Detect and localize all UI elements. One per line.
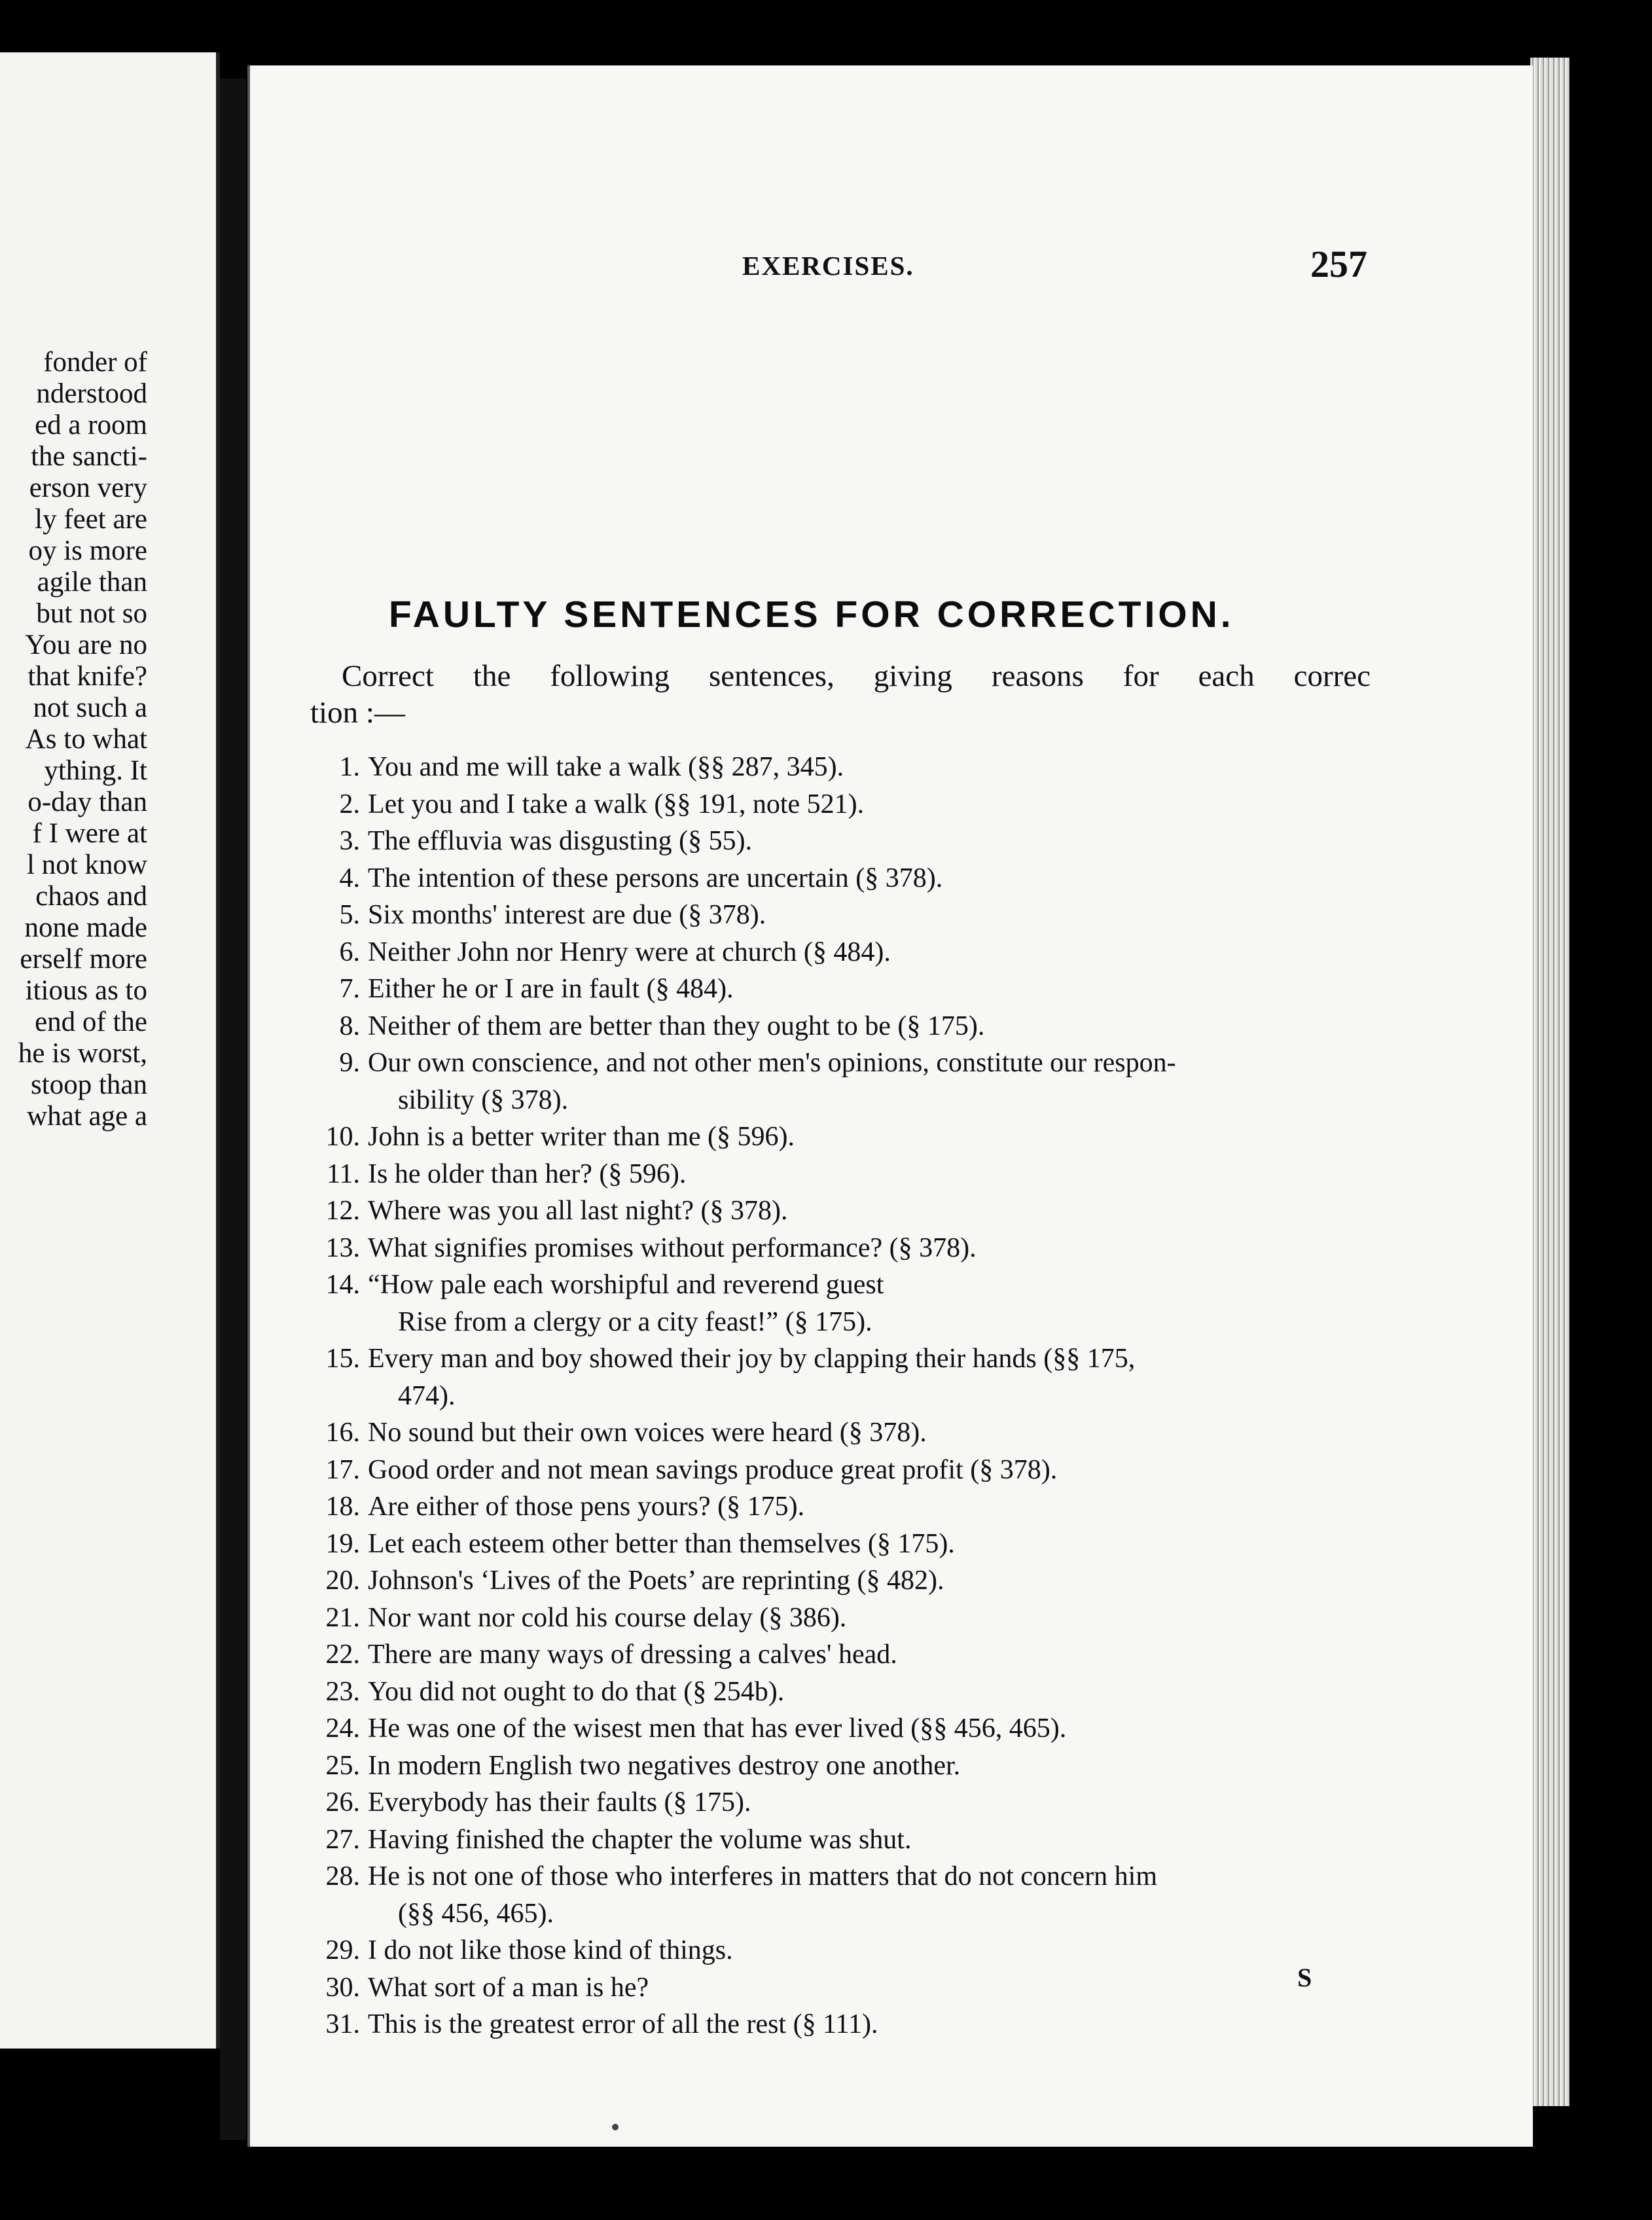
exercise-continuation: Rise from a clergy or a city feast!” (§ 175). [398,1306,872,1337]
exercise-number: 30 . [310,1969,360,2007]
exercise-item [310,1674,1397,1711]
exercise-text: Let you and I take a walk (§§ 191, note 521). [368,789,865,819]
exercise-number: 10 . [310,1119,360,1156]
exercise-number: 28 . [310,1858,360,1895]
exercise-text: There are many ways of dressing a calves' head. [368,1639,897,1670]
intro-paragraph [310,658,1371,731]
exercise-number: 15 . [310,1340,360,1378]
exercise-number: 13 . [310,1230,360,1267]
exercise-number: 21 . [310,1600,360,1637]
left-page-line: oy is more [28,535,147,566]
left-page-line: fonder of [43,347,147,378]
left-page-line: he is worst, [18,1038,147,1069]
header-title: EXERCISES. [742,251,914,281]
exercise-text: He was one of the wisest men that has ever lived (§§ 456, 465). [368,1713,1067,1744]
exercise-number: 2 . [310,786,360,823]
exercise-text: Either he or I are in fault (§ 484). [368,974,734,1004]
exercise-item [310,1008,1397,1045]
exercise-text: In modern English two negatives destroy one another. [368,1750,961,1781]
exercise-number: 16 . [310,1414,360,1452]
exercise-item [310,1266,1397,1340]
left-page-line: You are no [25,630,147,660]
exercise-text: Is he older than her? (§ 596). [368,1158,687,1189]
exercise-number: 24 . [310,1710,360,1747]
exercise-item [310,1230,1397,1267]
exercise-item [310,1932,1397,1969]
exercise-number: 14 . [310,1266,360,1304]
exercise-item [310,749,1397,786]
exercise-number: 8 . [310,1008,360,1045]
left-page-line: stoop than [31,1069,147,1100]
exercise-number: 7 . [310,971,360,1008]
intro-line-1: Correct the following sentences, giving reasons for each correc [342,659,1371,693]
left-page-line: erson very [29,473,147,503]
exercise-number: 29 . [310,1932,360,1969]
left-page-line: not such a [33,692,147,723]
exercise-item [310,1192,1397,1230]
exercise-item [310,1821,1397,1859]
left-page-line: nderstood [36,378,147,409]
exercise-item [310,897,1397,934]
exercise-item [310,1747,1397,1785]
exercise-number: 11 . [310,1156,360,1193]
left-page-line: ly feet are [35,504,147,535]
exercise-number: 6 . [310,934,360,971]
left-page-line: agile than [37,567,147,598]
left-page-line: that knife? [27,661,147,692]
signature-mark: S [1297,1963,1312,1992]
exercise-text: The intention of these persons are uncertain (§ 378). [368,863,943,893]
exercise-number: 26 . [310,1784,360,1821]
exercise-text: Johnson's ‘Lives of the Poets’ are reprinting (§ 482). [368,1566,944,1596]
book-gutter [220,79,246,2140]
left-page-line: o-day than [27,787,147,817]
book-page [247,65,1533,2147]
exercise-text: Let each esteem other better than themselves (§ 175). [368,1528,955,1559]
exercise-text: Where was you all last night? (§ 378). [368,1196,788,1226]
exercise-item [310,1488,1397,1526]
exercise-list [310,749,1397,2043]
exercise-text: Six months' interest are due (§ 378). [368,900,766,930]
left-page-line: chaos and [35,881,147,912]
exercise-text: Every man and boy showed their joy by clapping their hands (§§ 175, [368,1344,1136,1374]
exercise-item [310,1452,1397,1489]
exercise-number: 27 . [310,1821,360,1859]
exercise-number: 1 . [310,749,360,786]
exercise-text: This is the greatest error of all the rest (§ 111). [368,2009,878,2039]
exercise-text: Having finished the chapter the volume was shut. [368,1824,912,1855]
exercise-text: No sound but their own voices were heard (§ 378). [368,1418,927,1448]
exercise-item [310,1784,1397,1821]
exercise-text: Are either of those pens yours? (§ 175). [368,1492,805,1522]
exercise-item [310,1636,1397,1674]
exercise-item [310,971,1397,1008]
exercise-text: You did not ought to do that (§ 254b). [368,1676,785,1707]
exercise-number: 20 . [310,1562,360,1600]
left-page-line: l not know [27,850,147,880]
exercise-item [310,1969,1397,2007]
exercise-number: 5 . [310,897,360,934]
exercise-text: He is not one of those who interferes in matters that do not concern him [368,1861,1158,1891]
exercise-item [310,1526,1397,1563]
exercise-number: 25 . [310,1747,360,1785]
exercise-text: John is a better writer than me (§ 596). [368,1122,795,1152]
exercise-number: 12 . [310,1192,360,1230]
left-page-line: As to what [25,724,147,755]
exercise-item [310,1119,1397,1156]
section-title: FAULTY SENTENCES FOR CORRECTION. [389,594,1234,636]
left-page-text [0,347,147,1132]
left-page-line: ything. It [44,755,147,786]
page-edges [1530,58,1570,2106]
exercise-text: Nor want nor cold his course delay (§ 386). [368,1602,847,1633]
exercise-item [310,786,1397,823]
exercise-text: “How pale each worshipful and reverend guest [368,1270,884,1300]
left-page-line: end of the [35,1007,147,1037]
exercise-number: 23 . [310,1674,360,1711]
print-speck [612,2124,619,2130]
exercise-number: 17 . [310,1452,360,1489]
exercise-number: 4 . [310,860,360,897]
exercise-continuation: sibility (§ 378). [398,1084,569,1115]
exercise-item [310,1156,1397,1193]
exercise-text: Neither John nor Henry were at church (§ 484). [368,937,891,967]
intro-line-2: tion :— [310,696,405,730]
exercise-text: Our own conscience, and not other men's opinions, constitute our respon- [368,1048,1176,1078]
exercise-number: 31 . [310,2006,360,2043]
exercise-number: 22 . [310,1636,360,1674]
exercise-text: What signifies promises without performance? (§ 378). [368,1232,977,1263]
exercise-item [310,1562,1397,1600]
exercise-text: What sort of a man is he? [368,1972,649,2003]
running-head [250,243,1533,296]
exercise-item [310,860,1397,897]
exercise-text: Good order and not mean savings produce great profit (§ 378). [368,1454,1058,1485]
exercise-number: 9 . [310,1045,360,1082]
left-page-line: erself more [20,944,147,975]
exercise-text: Everybody has their faults (§ 175). [368,1787,751,1817]
exercise-number: 19 . [310,1526,360,1563]
exercise-text: Neither of them are better than they ought to be (§ 175). [368,1011,985,1041]
exercise-text: I do not like those kind of things. [368,1935,733,1965]
exercise-continuation: (§§ 456, 465). [398,1898,554,1929]
exercise-continuation: 474). [398,1380,456,1411]
left-page-line: but not so [36,598,147,629]
left-page-line: none made [24,912,147,943]
exercise-item [310,1414,1397,1452]
exercise-item [310,2006,1397,2043]
exercise-item [310,1045,1397,1119]
left-facing-page [0,52,220,2049]
exercise-item [310,934,1397,971]
page-number: 257 [1310,243,1367,285]
left-page-line: the sancti- [31,441,147,472]
left-page-line: ed a room [35,410,147,440]
left-page-line: f I were at [32,818,147,849]
exercise-item [310,823,1397,860]
exercise-item [310,1858,1397,1932]
exercise-item [310,1340,1397,1414]
exercise-item [310,1600,1397,1637]
left-page-line: itious as to [25,975,147,1006]
exercise-text: The effluvia was disgusting (§ 55). [368,826,753,856]
exercise-number: 18 . [310,1488,360,1526]
exercise-number: 3 . [310,823,360,860]
exercise-text: You and me will take a walk (§§ 287, 345). [368,752,844,782]
exercise-item [310,1710,1397,1747]
left-page-line: what age a [27,1101,147,1132]
